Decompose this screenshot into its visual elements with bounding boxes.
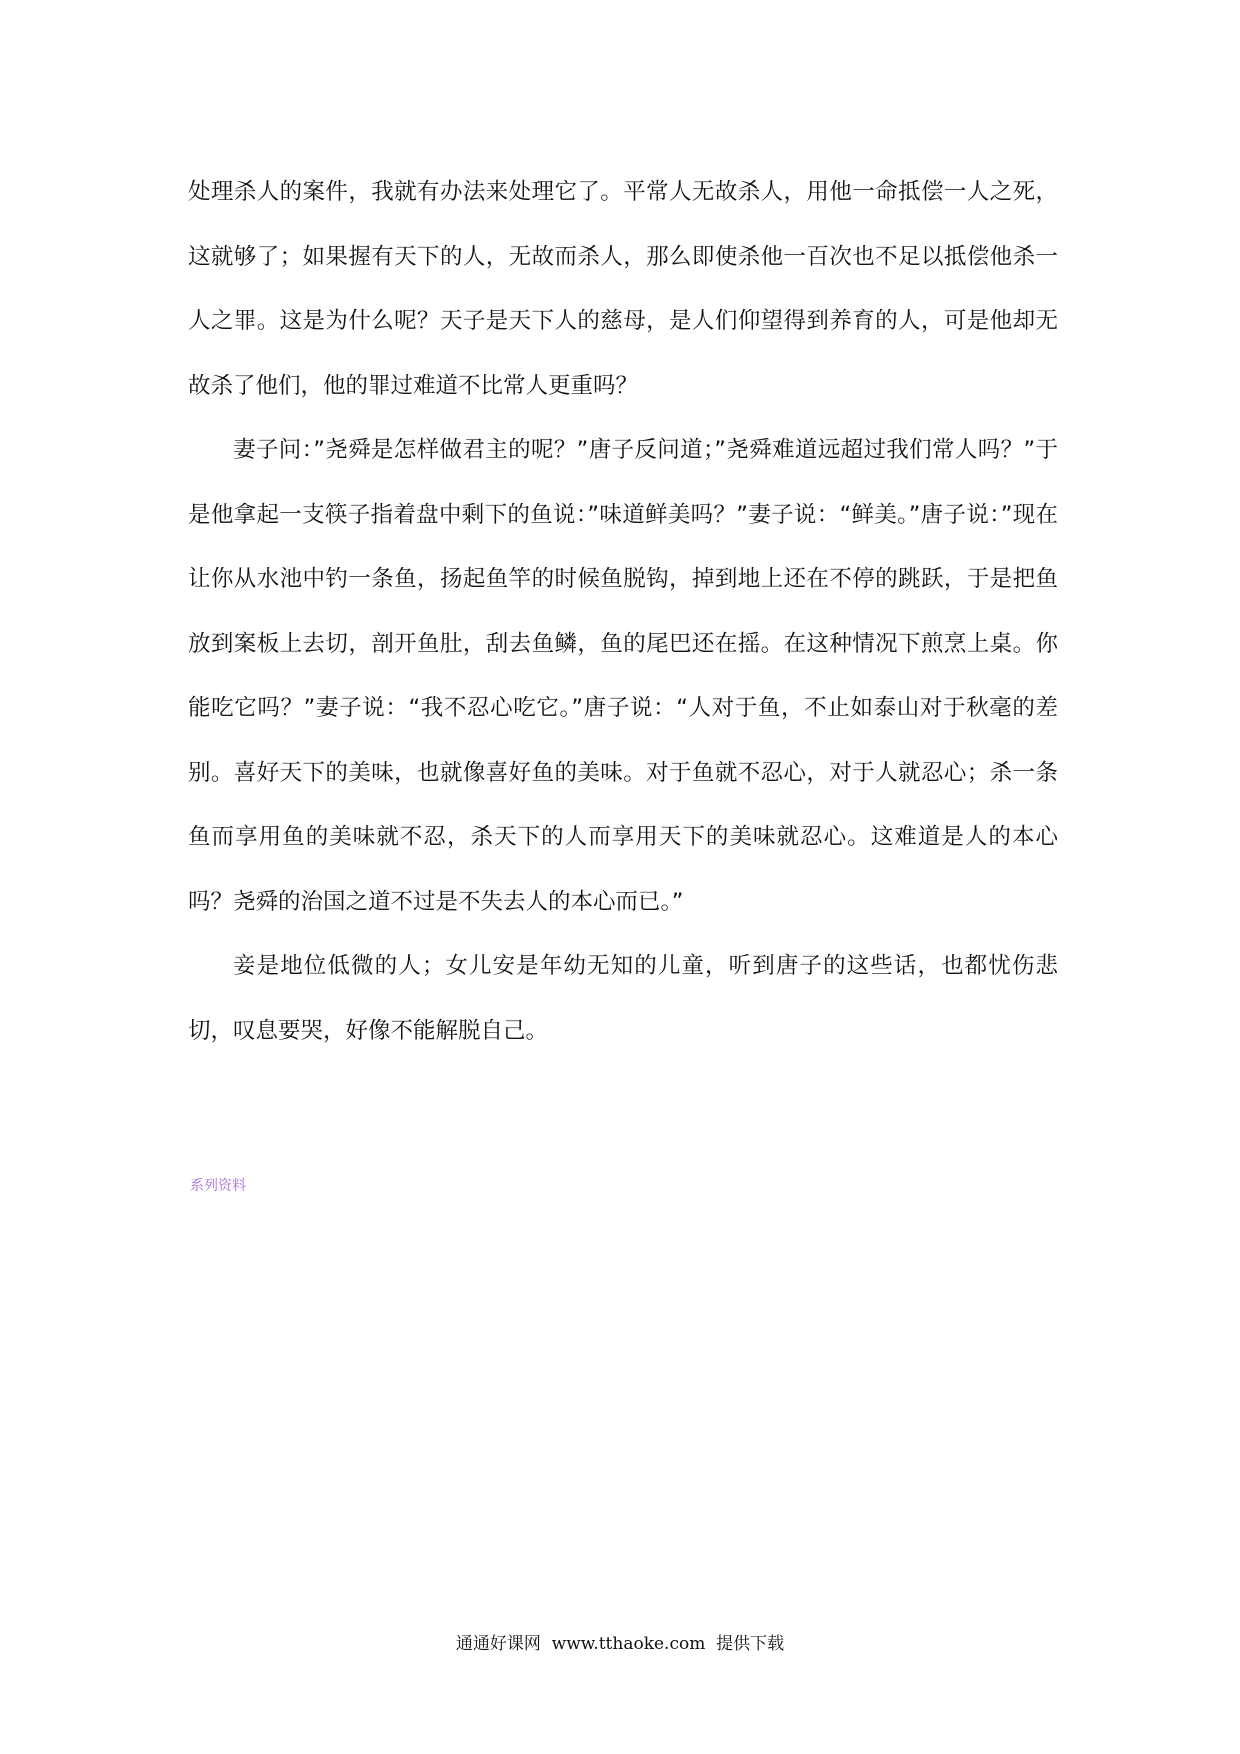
document-body [188, 160, 1058, 1063]
download-footer: 通通好课网 www.tthaoke.com 提供下载 [455, 1634, 785, 1654]
paragraph-3: 妾是地位低微的人；女儿安是年幼无知的儿童，听到唐子的这些话，也都忧伤悲切，叹息要哭，好像不能解脱自己。 [188, 953, 1058, 1044]
series-materials-link[interactable]: 系列资料 [190, 1178, 246, 1194]
paragraph-2: 妻子问：”尧舜是怎样做君主的呢？”唐子反问道；”尧舜难道远超过我们常人吗？”于是他拿起一支筷子指着盘中剩下的鱼说：”味道鲜美吗？”妻子说：“鲜美。”唐子说：”现在让你从水池中钓一条鱼，扬起鱼竿的时候鱼脱钩，掉到地上还在不停的跳跃，于是把鱼放到案板上去切，剖开鱼肚，刮去鱼鳞，鱼的尾巴还在摇。在这种情况下煎烹上桌。你能吃它吗？”妻子说：“我不忍心吃它。”唐子说：“人对于鱼，不止如泰山对于秋毫的差别。喜好天下的美味，也就像喜好鱼的美味。对于鱼就不忍心，对于人就忍心；杀一条鱼而享用鱼的美味就不忍，杀天下的人而享用天下的美味就忍心。这难道是人的本心吗？尧舜的治国之道不过是不失去人的本心而已。” [188, 437, 1058, 915]
paragraph-1: 处理杀人的案件，我就有办法来处理它了。平常人无故杀人，用他一命抵偿一人之死，这就够了；如果握有天下的人，无故而杀人，那么即使杀他一百次也不足以抵偿他杀一人之罪。这是为什么呢？天子是天下人的慈母，是人们仰望得到养育的人，可是他却无故杀了他们，他的罪过难道不比常人更重吗？ [188, 179, 1058, 399]
